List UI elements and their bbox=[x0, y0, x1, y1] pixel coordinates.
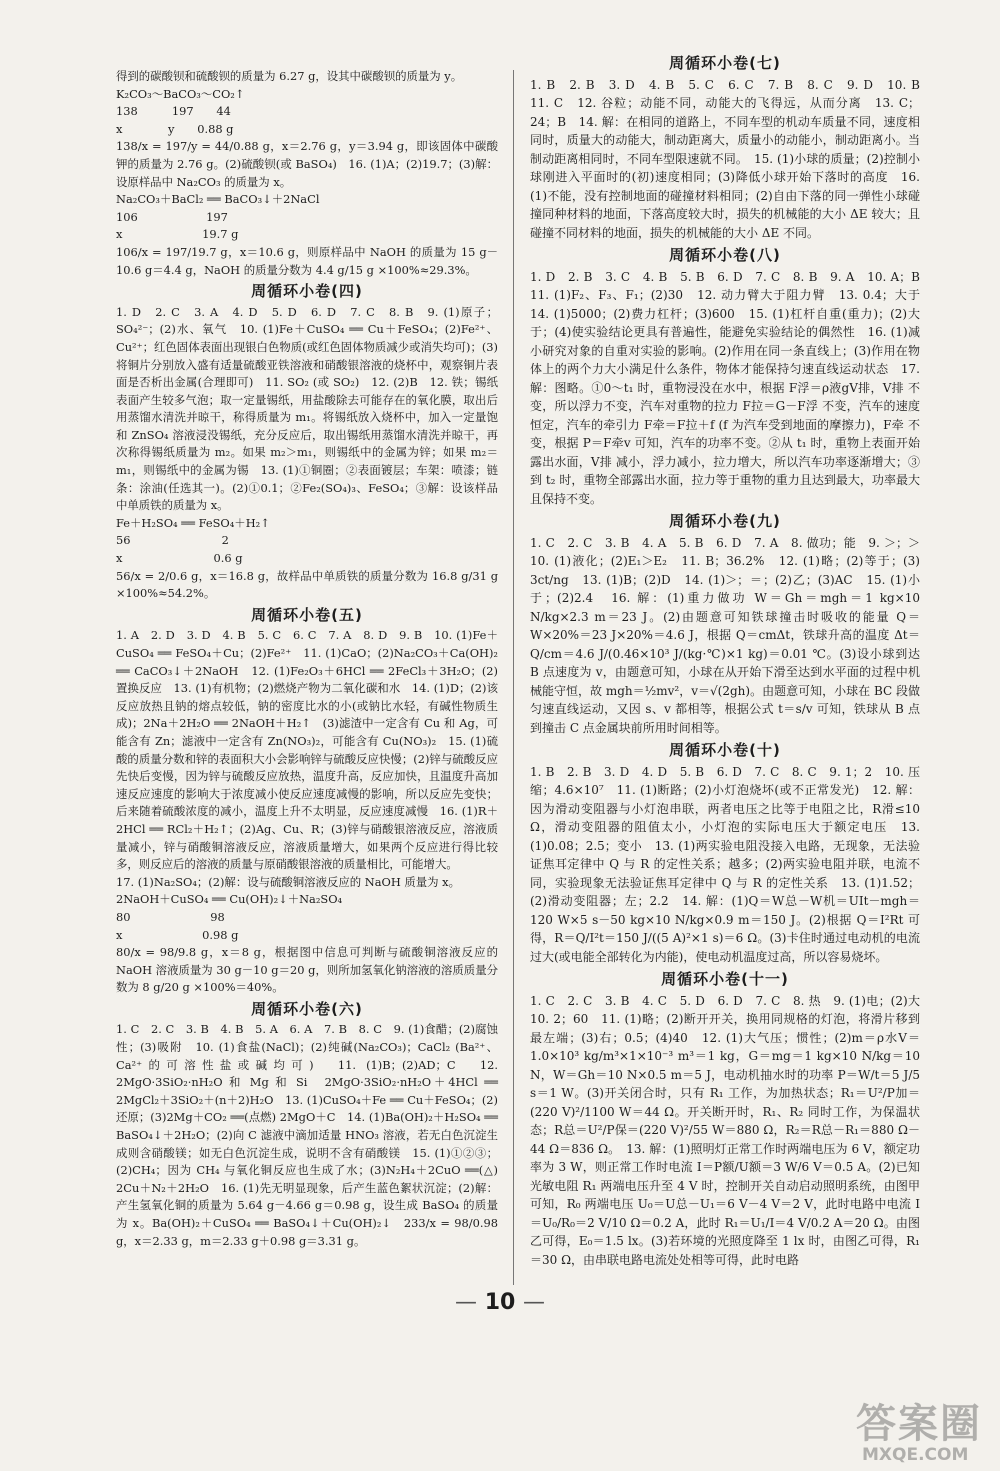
page-number-dash-left: — bbox=[455, 1290, 478, 1315]
left-column bbox=[116, 68, 498, 1250]
answer-paragraph: Na₂CO₃＋BaCl₂ ══ BaCO₃↓＋2NaCl bbox=[116, 192, 320, 207]
answer-paragraph: 17. (1)Na₂SO₄；(2)解：设与硫酸铜溶液反应的 NaOH 质量为 x。 bbox=[116, 874, 460, 889]
answer-paragraph: 1. C 2. C 3. B 4. C 5. D 6. D 7. C 8. 热 9. (1)电；(2)大 10. 2；60 11. (1)略；(2)断开开关，换用同规格的灯泡，将滑片移到最左端；(3)右；0.5；(4)40 12. (1)大气压；惯性；(2)m＝ρ水V＝1.0×10³ kg/m³×1×10⁻³ m³＝1 kg，G＝mg＝1 kg×10 N/kg＝10 N，W＝Gh＝10 N×0.5 m＝5 J，电动机抽水时的功率 P＝W/t＝5 J/5 s＝1 W。(3)开关闭合时，只有 R₁ 工作，为加热状态；R₁＝U²/P加＝(220 V)²/1100 W＝44 Ω。开关断开时，R₁、R₂ 同时工作，为保温状态；R总＝U²/P保＝(220 V)²/55 W＝880 Ω，R₂＝R总－R₁＝880 Ω－44 Ω＝836 Ω。 13. 解：(1)照明灯正常工作时两端电压为 6 V，额定功率为 3 W，则正常工作时电流 I＝P额/U额＝3 W/6 V＝0.5 A。(2)已知光敏电阻 R₁ 两端电压升至 4 V 时，控制开关自动启动照明系统，由图甲可知，R₀ 两端电压 U₀＝U总－U₁＝6 V－4 V＝2 V，此时电路中电流 I＝U₀/R₀＝2 V/10 Ω＝0.2 A，此时 R₁＝U₁/I＝4 V/0.2 A＝20 Ω。由图乙可得，E₀＝1.5 lx。(3)若环境的光照度降至 1 lx 时，由图乙可得，R₁＝30 Ω，由串联电路电流处处相等可得，此时电路 bbox=[530, 993, 933, 1267]
answer-paragraph: Fe＋H₂SO₄ ══ FeSO₄＋H₂↑ bbox=[116, 515, 270, 530]
answer-paragraph: 1. C 2. C 3. B 4. A 5. B 6. D 7. A 8. 做功；能 9. ＞；＞ 10. (1)液化；(2)E₁＞E₂ 11. B；36.2% 12. (1)略；(2)等于；(3) 3ct/ng 13. (1)B；(2)D 14. (1)＞；＝；(2)乙；(3)AC 15. (1)小于；(2)2.4 16. 解：(1)重力做功 W＝Gh＝mgh＝1 kg×10 N/kg×2.3 m＝23 J。(2)由题意可知铁球撞击时吸收的能量 Q＝W×20%＝23 J×20%＝4.6 J，根据 Q＝cmΔt，铁球升高的温度 Δt＝Q/cm＝4.6 J/(0.46×10³ J/(kg·℃)×1 kg)＝0.01 ℃。(3)设小球到达 B 点速度为 v，由题意可知，小球在从开始下滑至达到水平面的过程中机械能守恒，故 mgh＝½mv²，v＝√(2gh)。由题意可知，小球在 BC 段做匀速直线运动，又因 s、v 都相等，根据公式 t＝s/v 可知，铁球从 B 点到撞击 C 点金属块前所用时间相等。 bbox=[530, 535, 933, 735]
answer-paragraph: 得到的碳酸钡和硫酸钡的质量为 6.27 g，设其中碳酸钡的质量为 y。 bbox=[116, 69, 463, 83]
section-title: 周循环小卷(十) bbox=[669, 741, 781, 759]
answer-paragraph: 138 197 44 bbox=[116, 104, 231, 119]
answer-paragraph: 56/x = 2/0.6 g，x＝16.8 g，故样品中单质铁的质量分数为 16.8 g/31 g ×100%≈54.2%。 bbox=[116, 568, 498, 601]
answer-paragraph: 2NaOH＋CuSO₄ ══ Cu(OH)₂↓＋Na₂SO₄ bbox=[116, 892, 343, 907]
column-divider bbox=[513, 70, 514, 1285]
section-title: 周循环小卷(四) bbox=[251, 282, 363, 301]
answer-paragraph: x 19.7 g bbox=[116, 227, 239, 242]
answer-paragraph: 106 197 bbox=[116, 209, 228, 224]
answer-paragraph: x 0.6 g bbox=[116, 551, 243, 566]
section-title: 周循环小卷(八) bbox=[669, 246, 781, 264]
answer-paragraph: 80 98 bbox=[116, 909, 225, 924]
answer-paragraph: 1. D 2. B 3. C 4. B 5. B 6. D 7. C 8. B 9. A 10. A；B 11. (1)F₂、F₃、F₁；(2)30 12. 动力臂大于阻力臂 13. 0.4；大于 14. (1)5000；(2)费力杠杆；(3)600 15. (1)杠杆自重(重力)；(2)大于；(4)使实验结论更具有普遍性，能避免实验结论的偶然性 16. (1)减小研究对象的自重对实验的影响。(2)作用在同一条直线上；(3)作用在物体上的两个力大小满足什么条件，物体才能保持匀速直线运动状态 17. 解：图略。①0～t₁ 时，重物浸没在水中，根据 F浮＝ρ液gV排，V排 不变，所以浮力不变，汽车对重物的拉力 F拉＝G－F浮 不变，汽车的速度恒定，汽车的牵引力 F牵＝F拉＋f (f 为汽车受到地面的摩擦力)，F牵 不变，根据 P＝F牵v 可知，汽车的功率不变。②从 t₁ 时，重物上表面开始露出水面，V排 减小，浮力减小，拉力增大，所以汽车功率逐渐增大；③到 t₂ 时，重物全部露出水面，拉力等于重物的重力且达到最大，功率最大且保持不变。 bbox=[530, 269, 933, 506]
answer-paragraph: x 0.98 g bbox=[116, 927, 239, 942]
right-column bbox=[530, 54, 933, 1269]
watermark-logo-text: 答案圈 bbox=[856, 1401, 982, 1447]
page-number-line bbox=[0, 1290, 1000, 1315]
answer-paragraph: 1. C 2. C 3. B 4. B 5. A 6. A 7. B 8. C 9. (1)食醋；(2)腐蚀性；(3)吸附 10. (1)食盐(NaCl)；(2)纯碱(Na₂CO₃)；CaCl₂ (Ba²⁺、Ca²⁺的可溶性盐或碱均可) 11. (1)B；(2)AD；C 12. 2MgO·3SiO₂·nH₂O 和 Mg 和 Si 2MgO·3SiO₂·nH₂O＋4HCl ══ 2MgCl₂＋3SiO₂＋(n＋2)H₂O 13. (1)CuSO₄＋Fe ══ Cu＋FeSO₄；(2)还原；(3)2Mg＋CO₂ ══(点燃) 2MgO＋C 14. (1)Ba(OH)₂＋H₂SO₄ ══ BaSO₄↓＋2H₂O；(2)向 C 滤液中滴加适量 HNO₃ 溶液，若无白色沉淀生成则含硝酸镁；如无白色沉淀生成，说明不含有硝酸镁 15. (1)①②③；(2)CH₄；因为 CH₄ 与氧化铜反应也生成了水；(3)N₂H₄＋2CuO ══(△) 2Cu＋N₂＋2H₂O 16. (1)先无明显现象，后产生蓝色絮状沉淀；(2)解：产生氢氧化铜的质量为 5.64 g－4.66 g＝0.98 g，设生成 BaSO₄ 的质量为 x。Ba(OH)₂＋CuSO₄ ══ BaSO₄↓＋Cu(OH)₂↓ 233/x = 98/0.98 g，x＝2.33 g，m＝2.33 g＋0.98 g＝3.31 g。 bbox=[116, 1022, 498, 1248]
watermark-logo bbox=[856, 1392, 982, 1465]
answer-paragraph: K₂CO₃～BaCO₃～CO₂↑ bbox=[116, 86, 245, 101]
section-title: 周循环小卷(五) bbox=[251, 605, 363, 624]
answer-paragraph: 1. B 2. B 3. D 4. D 5. B 6. D 7. C 8. C 9. 1；2 10. 压缩；4.6×10⁷ 11. (1)断路；(2)小灯泡烧坏(或不正常发光) 12. 解：因为滑动变阻器与小灯泡串联，两者电压之比等于电阻之比，R滑≤10 Ω，滑动变阻器的阻值太小，小灯泡的实际电压大于额定电压 13. (1)0.08；2.5；变小 13. (1)两实验电阻没接入电路，无现象，无法验证焦耳定律中 Q 与 R 的定性关系；越多；(2)两实验电阻并联，电流不同，实验现象无法验证焦耳定律中 Q 与 R 的定性关系 13. (1)1.52；(2)滑动变阻器；左；2.2 14. 解：(1)Q＝W总－W机＝UIt－mgh＝120 W×5 s－50 kg×10 N/kg×0.9 m＝150 J。(2)根据 Q＝I²Rt 可得，R＝Q/I²t＝150 J/((5 A)²×1 s)＝6 Ω。(3)卡住时通过电动机的电流过大(或电能全部转化为内能)，使电动机温度过高，所以容易烧坏。 bbox=[530, 764, 920, 964]
section-title: 周循环小卷(七) bbox=[669, 54, 781, 72]
watermark-site-text: MXQE.COM bbox=[862, 1445, 969, 1465]
answer-paragraph: 1. B 2. B 3. D 4. B 5. C 6. C 7. B 8. C 9. D 10. B 11. C 12. 谷粒；动能不同，动能大的飞得远，从而分离 13. C；24；B 14. 解：在相同的道路上，不同车型的机动车质量不同，速度相同时，质量大的动能大，制动距离大，质量小的动能小，制动距离小。当制动距离相同时，不同车型限速就不同。 15. (1)小球的质量；(2)控制小球刚进入平面时的(初)速度相同；(3)降低小球开始下落时的高度 16. (1)不能，没有控制地面的碰撞材料相同；(2)自由下落的同一弹性小球碰撞同种材料的地面，下落高度较大时，损失的机械能的大小 ΔE 较大；且碰撞不同材料的地面，损失的机械能的大小 ΔE 不同。 bbox=[530, 77, 933, 240]
section-title: 周循环小卷(六) bbox=[251, 999, 363, 1018]
answer-paragraph: x y 0.88 g bbox=[116, 121, 234, 136]
answer-paragraph: 106/x = 197/19.7 g，x＝10.6 g，则原样品中 NaOH 的质量为 15 g－10.6 g＝4.4 g，NaOH 的质量分数为 4.4 g/15 g ×100%≈29.3%。 bbox=[116, 244, 498, 277]
answer-paragraph: 1. A 2. D 3. D 4. B 5. C 6. C 7. A 8. D 9. B 10. (1)Fe＋CuSO₄ ══ FeSO₄＋Cu；(2)Fe²⁺ 11. (1)CaO；(2)Na₂CO₃＋Ca(OH)₂ ══ CaCO₃↓＋2NaOH 12. (1)Fe₂O₃＋6HCl ══ 2FeCl₃＋3H₂O；(2)置换反应 13. (1)有机物；(2)燃烧产物为二氧化碳和水 14. (1)D；(2)该反应放热且钠的熔点较低，钠的密度比水的小(或钠比水轻，有碱性物质生成)；2Na＋2H₂O ══ 2NaOH＋H₂↑ (3)滤渣中一定含有 Cu 和 Ag，可能含有 Zn；滤液中一定含有 Zn(NO₃)₂，可能含有 Cu(NO₃)₂ 15. (1)硫酸的质量分数和锌的表面积大小会影响锌与硫酸反应快慢；(2)锌与硫酸反应先快后变慢，因为锌与硫酸反应放热，温度升高，反应加快，且温度升高加速反应速度的影响大于浓度减小使反应速度减慢的影响，所以反应先变快；后来随着硫酸浓度的减小，温度上升不太明显，反应速度减慢 16. (1)R＋2HCl ══ RCl₂＋H₂↑；(2)Ag、Cu、R；(3)锌与硝酸银溶液反应，溶液质量减小，锌与硝酸铜溶液反应，溶液质量增大，如果两个反应进行得比较多，则反应后的溶液的质量与原硝酸银溶液的质量相比，可能增大。 bbox=[116, 628, 498, 872]
answer-paragraph: 1. D 2. C 3. A 4. D 5. D 6. D 7. C 8. B 9. (1)原子；SO₄²⁻；(2)水、氧气 10. (1)Fe＋CuSO₄ ══ Cu＋FeSO₄；(2)Fe²⁺、Cu²⁺；红色固体表面出现银白色物质(或红色固体物质减少或消失均可)；(3)将铜片分别放入盛有适量硫酸亚铁溶液和硝酸银溶液的烧杯中，观察铜片表面是否析出金属(合理即可) 11. SO₂ (或 SO₂) 12. (2)B 12. 铁；锡纸表面产生较多气泡；取一定量锡纸，用盐酸除去可能存在的氧化膜，取出后用蒸馏水清洗并晾干，称得质量为 m₁。将锡纸放入烧杯中，加入一定量饱和 ZnSO₄ 溶液浸没锡纸，充分反应后，取出锡纸用蒸馏水清洗并晾干，再次称得锡纸质量为 m₂。如果 m₂＞m₁，则锡纸中的金属为锌；如果 m₂＝m₁，则锡纸中的金属为锡 13. (1)①铜圈；②表面镀层；车架：喷漆；链条：涂油(任选其一)。(2)①0.1；②Fe₂(SO₄)₃、FeSO₄；③解：设该样品中单质铁的质量为 x。 bbox=[116, 304, 498, 513]
answer-paragraph: 138/x = 197/y = 44/0.88 g，x＝2.76 g，y＝3.94 g，即该固体中碳酸钾的质量为 2.76 g。(2)硫酸钡(或 BaSO₄) 16. (1)A；(2)19.7；(3)解：设原样品中 Na₂CO₃ 的质量为 x。 bbox=[116, 139, 498, 189]
page-number: 10 bbox=[484, 1290, 516, 1315]
answer-paragraph: 56 2 bbox=[116, 533, 229, 548]
section-title: 周循环小卷(九) bbox=[669, 512, 781, 530]
page-number-dash-right: — bbox=[522, 1290, 545, 1315]
section-title: 周循环小卷(十一) bbox=[661, 970, 789, 988]
answer-paragraph: 80/x = 98/9.8 g，x＝8 g，根据图中信息可判断与硫酸铜溶液反应的 NaOH 溶液质量为 30 g－10 g＝20 g，则所加氢氧化钠溶液的溶质质量分数为 8 g/20 g ×100%＝40%。 bbox=[116, 945, 498, 995]
